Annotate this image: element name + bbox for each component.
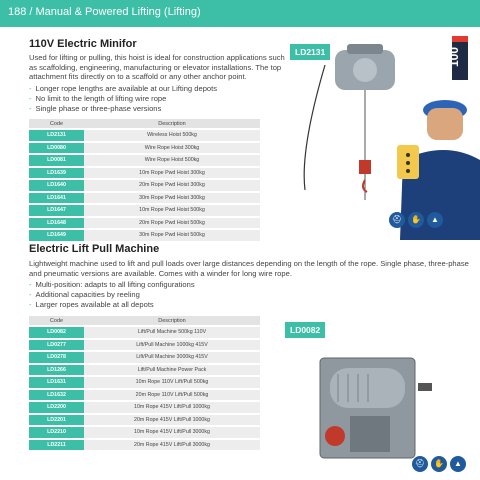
feature-list <box>29 84 217 114</box>
product-table-lift-pull <box>29 314 260 452</box>
table-row: LD2210 10m Rope 415V Lift/Pull 3000kg <box>29 427 260 438</box>
hardhat-required-icon: ⛑ <box>389 212 405 228</box>
table-row: LD0277 Lift/Pull Machine 1000kg 415V <box>29 340 260 351</box>
section-description: Used for lifting or pulling, this hoist is ideal for construction applications such as scaffolding, engineering, manufacturing or elevator installations. The top attachment fits directly on to a scaffold or any other anchor point. <box>29 53 285 82</box>
table-row: LD0082 Lift/Pull Machine 500kg 110V <box>29 327 260 338</box>
column-header-description: Description <box>84 119 260 128</box>
table-row: LD0080 Wire Rope Hoist 300kg <box>29 143 260 154</box>
section-title-electric-minifor: 110V Electric Minifor <box>29 38 137 50</box>
table-row: LD1632 20m Rope 110V Lift/Pull 500kg <box>29 390 260 401</box>
table-row: LD2200 10m Rope 415V Lift/Pull 1000kg <box>29 402 260 413</box>
product-table-minifor <box>29 117 260 243</box>
feature-list <box>29 280 195 310</box>
lift-pull-machine-photo <box>300 338 470 473</box>
column-header-code: Code <box>29 316 84 325</box>
capacity-badge: 100 <box>452 36 468 80</box>
feature-item: - No limit to the length of lifting wire rope <box>29 94 167 103</box>
table-row: LD1648 20m Rope Pwd Hoist 500kg <box>29 218 260 229</box>
hardhat-required-icon: ⛑ <box>412 456 428 472</box>
table-row: LD2211 20m Rope 415V Lift/Pull 3000kg <box>29 440 260 451</box>
product-label-ld0082: LD0082 <box>285 322 325 338</box>
table-row: LD0278 Lift/Pull Machine 3000kg 415V <box>29 352 260 363</box>
table-row: LD1641 30m Rope Pwd Hoist 300kg <box>29 193 260 204</box>
ppe-icons-row <box>389 212 443 228</box>
feature-item: - Longer rope lengths are available at our Lifting depots <box>29 84 218 93</box>
table-row: LD1639 10m Rope Pwd Hoist 300kg <box>29 168 260 179</box>
page-title: 188 / Manual & Powered Lifting (Lifting) <box>8 6 201 18</box>
table-row: LD2201 20m Rope 415V Lift/Pull 1000kg <box>29 415 260 426</box>
column-header-code: Code <box>29 119 84 128</box>
table-row: LD0081 Wire Rope Hoist 500kg <box>29 155 260 166</box>
boots-required-icon: ▲ <box>427 212 443 228</box>
table-row: LD1640 20m Rope Pwd Hoist 300kg <box>29 180 260 191</box>
boots-required-icon: ▲ <box>450 456 466 472</box>
section-description: Lightweight machine used to lift and pull loads over large distances depending on the length of the rope. Single phase, three-phase and pneumatic versions are available. Comes with a winder for long wire rope. <box>29 259 469 278</box>
feature-item: - Larger ropes available at all depots <box>29 300 154 309</box>
gloves-required-icon: ✋ <box>408 212 424 228</box>
hoist-worker-photo <box>285 30 480 240</box>
gloves-required-icon: ✋ <box>431 456 447 472</box>
table-row: LD2131 Wireless Hoist 500kg <box>29 130 260 141</box>
product-label-ld2131: LD2131 <box>290 44 330 60</box>
page-header <box>0 0 480 27</box>
table-row: LD1631 10m Rope 110V Lift/Pull 500kg <box>29 377 260 388</box>
table-row: LD1266 Lift/Pull Machine Power Pack <box>29 365 260 376</box>
feature-item: - Multi-position: adapts to all lifting configurations <box>29 280 195 289</box>
feature-item: - Additional capacities by reeling <box>29 290 140 299</box>
stop-button-icon <box>325 426 345 446</box>
ppe-icons-row <box>412 456 466 472</box>
section-title-lift-pull-machine: Electric Lift Pull Machine <box>29 243 160 255</box>
table-row: LD1649 30m Rope Pwd Hoist 500kg <box>29 230 260 241</box>
feature-item: - Single phase or three-phase versions <box>29 104 162 113</box>
column-header-description: Description <box>84 316 260 325</box>
table-row: LD1647 10m Rope Pwd Hoist 500kg <box>29 205 260 216</box>
